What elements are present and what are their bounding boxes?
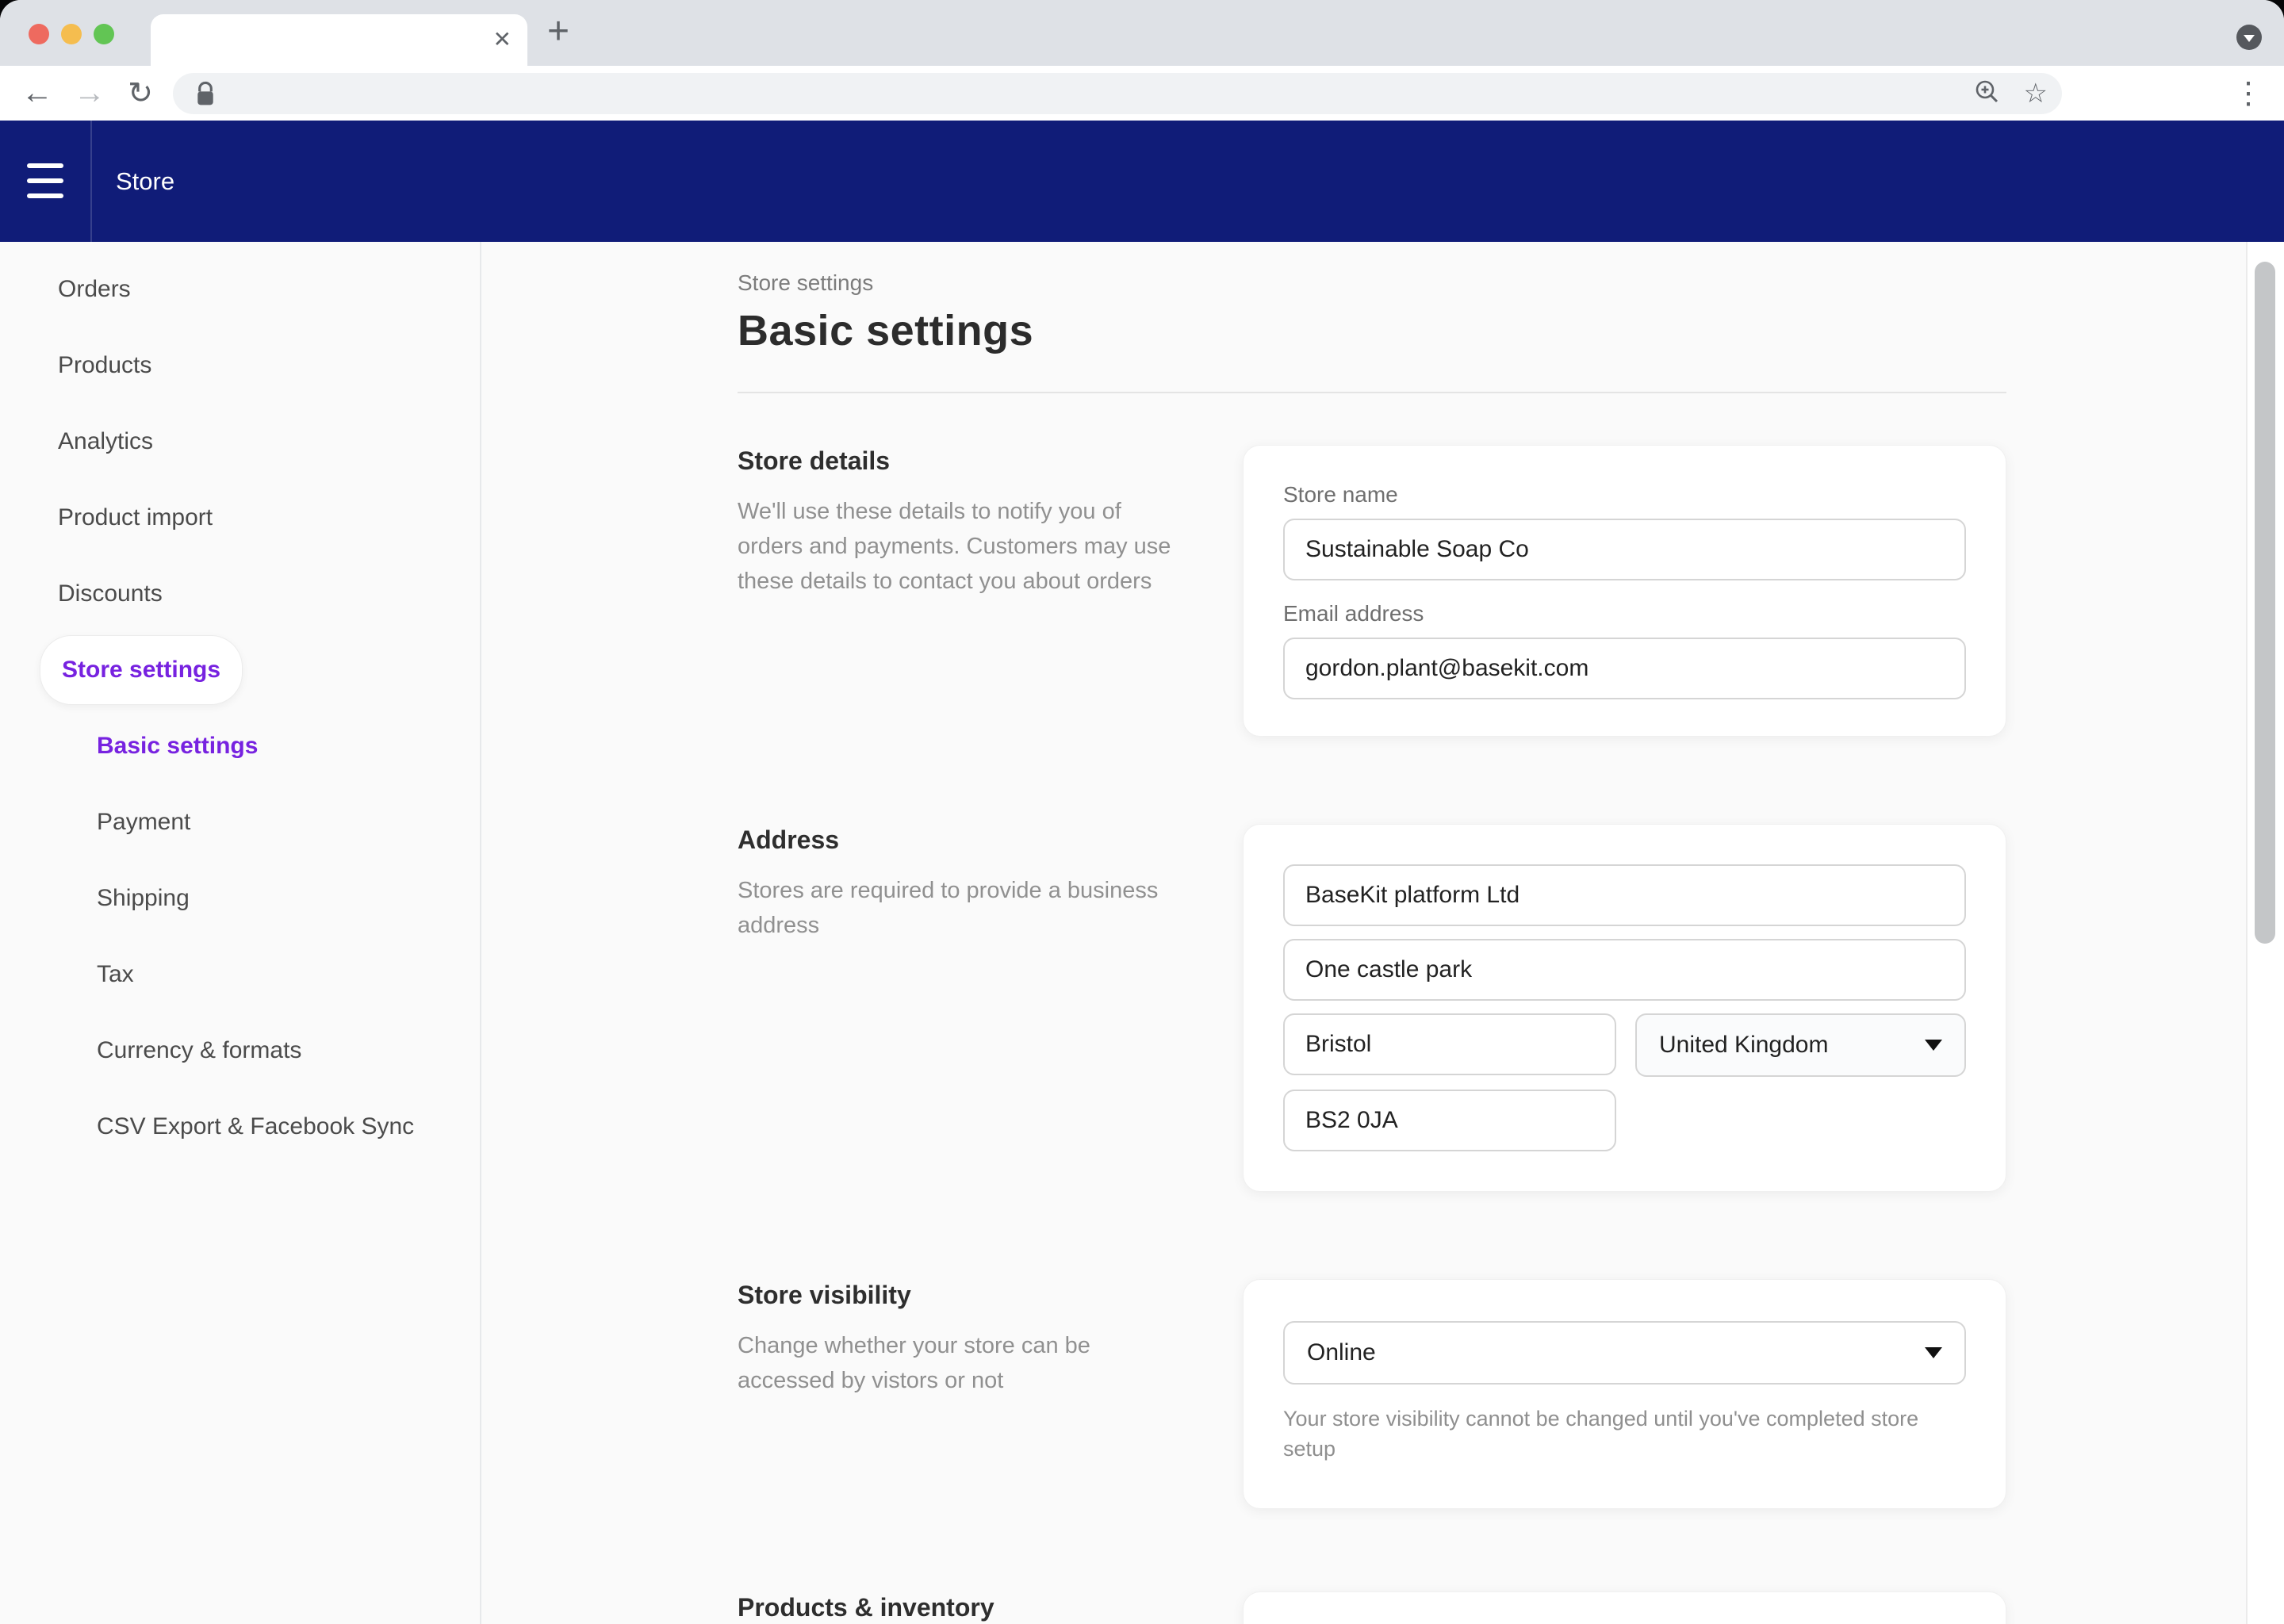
sidebar-item-orders[interactable]: Orders [58, 276, 131, 302]
minimize-window-button[interactable] [61, 24, 82, 44]
address-bar[interactable] [173, 73, 2062, 114]
country-select-value: United Kingdom [1659, 1032, 1829, 1058]
products-inventory-heading: Products & inventory [738, 1593, 994, 1622]
visibility-select-value: Online [1307, 1339, 1376, 1365]
section-address [738, 824, 2006, 1192]
section-products-inventory [738, 1591, 2006, 1624]
window-controls [29, 24, 114, 44]
sidebar-subitem-currency-formats[interactable]: Currency & formats [97, 1037, 302, 1063]
browser-tab-strip [0, 0, 2284, 66]
email-input[interactable] [1283, 638, 1966, 699]
omnibox-actions [1973, 73, 2048, 114]
sidebar-subitem-shipping[interactable]: Shipping [97, 885, 190, 911]
visibility-helper-text: Your store visibility cannot be changed until you've completed store setup [1283, 1407, 1919, 1461]
breadcrumb: Store settings [738, 270, 874, 295]
chevron-down-icon [1925, 1347, 1942, 1358]
browser-menu-icon[interactable]: ⋮ [2233, 77, 2263, 110]
chevron-down-icon [1925, 1040, 1942, 1051]
page-scrollbar[interactable] [2246, 242, 2284, 1624]
sidebar-item-analytics[interactable]: Analytics [58, 428, 154, 454]
section-store-details [738, 445, 2006, 737]
store-name-input[interactable] [1283, 519, 1966, 580]
store-name-label: Store name [1283, 482, 1398, 507]
address-card [1243, 824, 2006, 1192]
main-content [481, 242, 2284, 1624]
store-details-description: We'll use these details to notify you of orders and payments. Customers may use these details to contact you about orders [738, 499, 1171, 594]
active-item-pill[interactable]: Store settings [40, 635, 243, 705]
store-details-card [1243, 445, 2006, 737]
hamburger-menu-icon[interactable] [27, 163, 63, 198]
page-title: Basic settings [738, 307, 1034, 354]
forward-button[interactable]: → [74, 75, 105, 110]
browser-toolbar [0, 66, 2284, 121]
tab-search-button[interactable] [2236, 25, 2262, 50]
title-divider [738, 392, 2006, 393]
zoom-icon[interactable] [1973, 78, 2002, 110]
products-inventory-card [1243, 1591, 2006, 1624]
scrollbar-thumb[interactable] [2255, 262, 2275, 944]
browser-tab[interactable] [151, 14, 527, 66]
country-select[interactable] [1635, 1013, 1966, 1077]
bookmark-star-icon[interactable]: ☆ [2023, 79, 2048, 109]
tab-close-icon[interactable]: ✕ [492, 27, 512, 52]
sidebar-subitem-csv-export-facebook-sync[interactable]: CSV Export & Facebook Sync [97, 1113, 415, 1139]
store-visibility-description: Change whether your store can be accessed by vistors or not [738, 1333, 1090, 1393]
store-details-heading: Store details [738, 446, 891, 475]
page-body [0, 242, 2284, 1624]
sidebar-subitem-basic-settings[interactable]: Basic settings [97, 733, 259, 759]
postcode-input[interactable] [1283, 1090, 1616, 1151]
company-input[interactable] [1283, 864, 1966, 926]
back-button[interactable]: ← [21, 75, 53, 110]
section-store-visibility [738, 1279, 2006, 1509]
app-header [0, 121, 2284, 242]
sidebar-item-product-import[interactable]: Product import [58, 504, 213, 530]
store-visibility-card [1243, 1279, 2006, 1509]
email-label: Email address [1283, 601, 1424, 626]
address-heading: Address [738, 825, 840, 854]
city-input[interactable] [1283, 1013, 1616, 1075]
street-input[interactable] [1283, 939, 1966, 1001]
sidebar-subitem-tax[interactable]: Tax [97, 961, 134, 987]
sidebar-item-products[interactable]: Products [58, 352, 152, 378]
lock-icon [194, 81, 217, 112]
header-divider [90, 121, 92, 242]
close-window-button[interactable] [29, 24, 49, 44]
chevron-down-icon [2244, 35, 2255, 42]
new-tab-button[interactable]: + [547, 10, 570, 52]
sidebar [0, 242, 481, 1624]
sidebar-item-discounts[interactable]: Discounts [58, 580, 163, 607]
address-description: Stores are required to provide a business address [738, 878, 1159, 938]
fullscreen-window-button[interactable] [94, 24, 114, 44]
app-title: Store [116, 167, 175, 195]
visibility-select[interactable] [1283, 1321, 1966, 1385]
sidebar-subitem-payment[interactable]: Payment [97, 809, 191, 835]
sidebar-item-store-settings[interactable] [0, 632, 480, 708]
store-visibility-heading: Store visibility [738, 1281, 911, 1309]
reload-button[interactable]: ↻ [128, 77, 153, 110]
